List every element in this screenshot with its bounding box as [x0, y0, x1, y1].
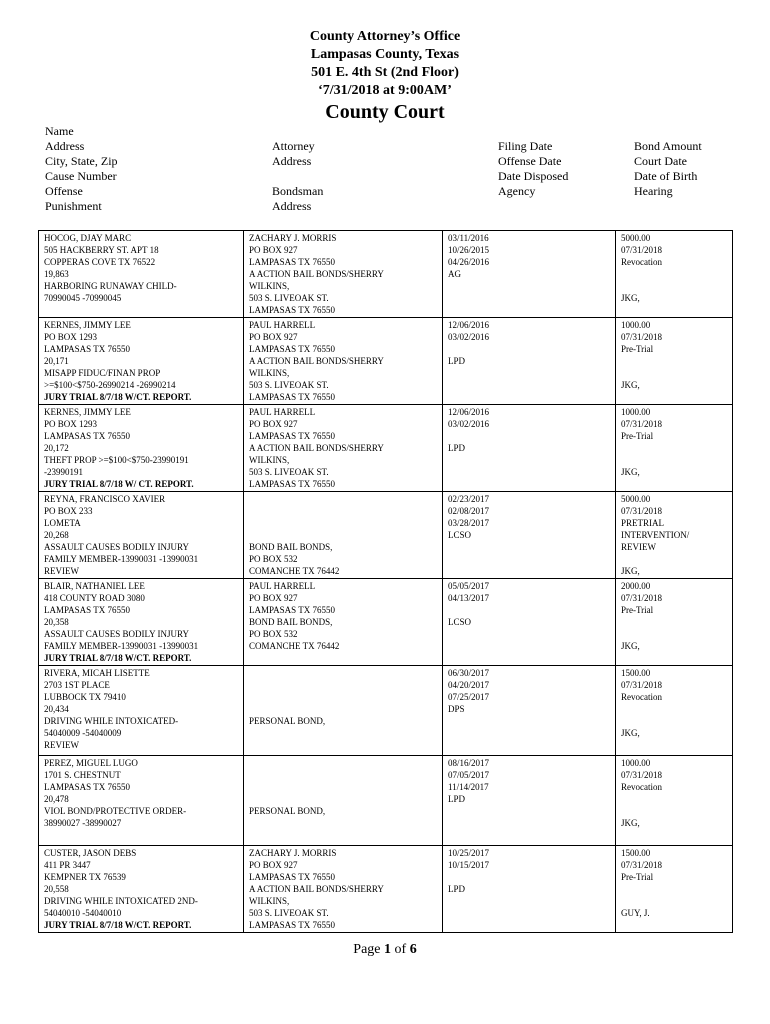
attorney-cell [244, 405, 443, 492]
defendant-cell-line: 19,863 [44, 269, 69, 279]
attorney-cell [244, 231, 443, 318]
defendant-cell-line: 70990045 -70990045 [44, 293, 122, 303]
legend-bond-fields [634, 124, 702, 214]
attorney-cell-line: 503 S. LIVEOAK ST. [249, 380, 329, 390]
bond-cell-line [621, 367, 728, 379]
dates-cell [443, 666, 616, 756]
legend-attorney-fields [272, 124, 323, 214]
dates-cell [443, 492, 616, 579]
attorney-cell-line: LAMPASAS TX 76550 [249, 605, 336, 615]
dates-cell-line [448, 871, 611, 883]
dates-cell-line: 04/26/2016 [448, 257, 490, 267]
defendant-cell-line: 20,558 [44, 884, 69, 894]
attorney-cell-line: PERSONAL BOND, [249, 716, 326, 726]
bond-cell-line [621, 805, 728, 817]
bond-cell [616, 405, 733, 492]
dates-cell [443, 579, 616, 666]
bond-cell-line: 1500.00 [621, 848, 651, 858]
bond-cell-line [621, 793, 728, 805]
defendant-cell-line: DRIVING WHILE INTOXICATED- [44, 716, 179, 726]
dates-cell-line: 03/11/2016 [448, 233, 489, 243]
bond-cell [616, 846, 733, 933]
dates-cell-line: 03/28/2017 [448, 518, 490, 528]
defendant-cell-line: 54040010 -54040010 [44, 908, 122, 918]
defendant-cell [39, 492, 244, 579]
defendant-cell-line: 20,172 [44, 443, 69, 453]
bond-cell [616, 579, 733, 666]
attorney-cell-line: PAUL HARRELL [249, 581, 316, 591]
defendant-cell-line: PO BOX 233 [44, 506, 93, 516]
bond-cell-line: 5000.00 [621, 494, 651, 504]
dates-cell-line: LCSO [448, 530, 472, 540]
dates-cell [443, 846, 616, 933]
defendant-cell-line: 20,171 [44, 356, 69, 366]
defendant-cell-line: VIOL BOND/PROTECTIVE ORDER- [44, 806, 187, 816]
attorney-cell-line: PO BOX 927 [249, 332, 298, 342]
legend-label: Address [45, 139, 85, 153]
bond-cell-line: JKG, [621, 728, 640, 738]
defendant-cell-line: ASSAULT CAUSES BODILY INJURY [44, 542, 190, 552]
defendant-cell-line: HOCOG, DJAY MARC [44, 233, 132, 243]
case-row [39, 666, 733, 756]
defendant-cell-line: LAMPASAS TX 76550 [44, 782, 131, 792]
docket-table [38, 230, 733, 933]
hearing-note: JURY TRIAL 8/7/18 W/CT. REPORT. [44, 392, 192, 402]
page-current: 1 [384, 942, 392, 957]
attorney-cell-line: PAUL HARRELL [249, 320, 316, 330]
attorney-cell-line: LAMPASAS TX 76550 [249, 257, 336, 267]
bond-cell-line: 1000.00 [621, 320, 651, 330]
bond-cell-line [621, 355, 728, 367]
attorney-cell [244, 756, 443, 846]
defendant-cell-line: HARBORING RUNAWAY CHILD- [44, 281, 177, 291]
attorney-cell [244, 846, 443, 933]
attorney-cell-line [249, 769, 438, 781]
dates-cell-line: 08/16/2017 [448, 758, 490, 768]
bond-cell-line: Pre-Trial [621, 872, 654, 882]
bond-cell-line [621, 616, 728, 628]
court-title: County Court [325, 101, 445, 123]
case-row [39, 846, 733, 933]
defendant-cell-line: LAMPASAS TX 76550 [44, 431, 131, 441]
bond-cell-line: Revocation [621, 257, 662, 267]
bond-cell [616, 318, 733, 405]
legend-label: Address [272, 154, 312, 168]
attorney-cell-line: BOND BAIL BONDS, [249, 542, 333, 552]
attorney-cell-line [249, 793, 438, 805]
defendant-cell-line: THEFT PROP >=$100<$750-23990191 [44, 455, 189, 465]
bond-cell-line: Revocation [621, 782, 662, 792]
dates-cell-line: 03/02/2016 [448, 332, 490, 342]
bond-cell-line: 5000.00 [621, 233, 651, 243]
bond-cell-line: JKG, [621, 818, 640, 828]
legend-defendant-fields [45, 124, 118, 214]
bond-cell-line: 1000.00 [621, 758, 651, 768]
defendant-cell [39, 666, 244, 756]
legend-label: Agency [498, 184, 536, 198]
defendant-cell-line: FAMILY MEMBER-13990031 -13990031 [44, 554, 199, 564]
bond-cell-line [621, 715, 728, 727]
defendant-cell-line: 38990027 -38990027 [44, 818, 122, 828]
dates-cell-line: 12/06/2016 [448, 320, 490, 330]
legend-label [272, 169, 323, 184]
bond-cell [616, 492, 733, 579]
office-address: 501 E. 4th St (2nd Floor) [311, 65, 459, 80]
attorney-cell [244, 318, 443, 405]
attorney-cell-line: PAUL HARRELL [249, 407, 316, 417]
dates-cell-line: LPD [448, 443, 466, 453]
defendant-cell-line: 20,478 [44, 794, 69, 804]
dates-cell [443, 318, 616, 405]
defendant-cell [39, 231, 244, 318]
defendant-cell-line: LAMPASAS TX 76550 [44, 344, 131, 354]
defendant-cell-line: CUSTER, JASON DEBS [44, 848, 137, 858]
attorney-cell-line: ZACHARY J. MORRIS [249, 848, 337, 858]
legend-label [634, 124, 702, 139]
legend-label: Attorney [272, 139, 315, 153]
document-header [0, 28, 770, 124]
attorney-cell-line: LAMPASAS TX 76550 [249, 920, 336, 930]
attorney-cell-line: WILKINS, [249, 455, 290, 465]
bond-cell-line: 07/31/2018 [621, 680, 663, 690]
county-name: Lampasas County, Texas [310, 47, 460, 62]
bond-cell-line: Pre-Trial [621, 344, 654, 354]
page-footer [0, 942, 770, 958]
bond-cell-line: JKG, [621, 467, 640, 477]
bond-cell-line: 07/31/2018 [621, 245, 663, 255]
defendant-cell-line: REYNA, FRANCISCO XAVIER [44, 494, 166, 504]
bond-cell-line: JKG, [621, 641, 640, 651]
defendant-cell-line: REVIEW [44, 566, 79, 576]
defendant-cell-line: 20,268 [44, 530, 69, 540]
attorney-cell-line: BOND BAIL BONDS, [249, 617, 333, 627]
bond-cell-line: 07/31/2018 [621, 770, 663, 780]
dates-cell [443, 756, 616, 846]
attorney-cell-line: PO BOX 532 [249, 554, 298, 564]
legend-label: Offense [45, 184, 83, 198]
defendant-cell-line: 1701 S. CHESTNUT [44, 770, 121, 780]
bond-cell-line: 07/31/2018 [621, 419, 663, 429]
legend-label [498, 124, 568, 139]
bond-cell-line: 07/31/2018 [621, 332, 663, 342]
dates-cell-line: 02/08/2017 [448, 506, 490, 516]
attorney-cell-line: WILKINS, [249, 896, 290, 906]
defendant-cell [39, 579, 244, 666]
attorney-cell [244, 492, 443, 579]
defendant-cell-line: KERNES, JIMMY LEE [44, 320, 131, 330]
dates-cell-line: 07/25/2017 [448, 692, 490, 702]
attorney-cell-line: LAMPASAS TX 76550 [249, 431, 336, 441]
bond-cell-line [621, 280, 728, 292]
bond-cell-line: 07/31/2018 [621, 593, 663, 603]
attorney-cell-line: A ACTION BAIL BONDS/SHERRY [249, 443, 384, 453]
bond-cell-line: Pre-Trial [621, 605, 654, 615]
hearing-note: JURY TRIAL 8/7/18 W/CT. REPORT. [44, 920, 192, 930]
attorney-cell-line: 503 S. LIVEOAK ST. [249, 467, 329, 477]
defendant-cell-line: -23990191 [44, 467, 83, 477]
attorney-cell-line [249, 703, 438, 715]
defendant-cell-line: >=$100<$750-26990214 -26990214 [44, 380, 176, 390]
defendant-cell-line: ASSAULT CAUSES BODILY INJURY [44, 629, 190, 639]
defendant-cell-line: 54040009 -54040009 [44, 728, 122, 738]
bond-cell-line: JKG, [621, 293, 640, 303]
dates-cell-line: 12/06/2016 [448, 407, 490, 417]
bond-cell-line: JKG, [621, 566, 640, 576]
bond-cell-line: Revocation [621, 692, 662, 702]
defendant-cell-line: 505 HACKBERRY ST. APT 18 [44, 245, 159, 255]
dates-cell-line: 06/30/2017 [448, 668, 490, 678]
dates-cell-line: LPD [448, 884, 466, 894]
legend-label [498, 199, 568, 214]
attorney-cell-line: ZACHARY J. MORRIS [249, 233, 337, 243]
defendant-cell-line: LAMPASAS TX 76550 [44, 605, 131, 615]
bond-cell-line [621, 703, 728, 715]
bond-cell-line [621, 268, 728, 280]
attorney-cell-line: LAMPASAS TX 76550 [249, 479, 336, 489]
bond-cell-line: 2000.00 [621, 581, 651, 591]
dates-cell-line [448, 430, 611, 442]
dates-cell-line: 11/14/2017 [448, 782, 489, 792]
dates-cell-line: 04/13/2017 [448, 593, 490, 603]
bond-cell-line: 1500.00 [621, 668, 651, 678]
attorney-cell [244, 666, 443, 756]
attorney-cell [244, 579, 443, 666]
bond-cell-line [621, 628, 728, 640]
attorney-cell-line: PERSONAL BOND, [249, 806, 326, 816]
attorney-cell-line: A ACTION BAIL BONDS/SHERRY [249, 269, 384, 279]
bond-cell [616, 231, 733, 318]
dates-cell-line: 04/20/2017 [448, 680, 490, 690]
defendant-cell-line: PEREZ, MIGUEL LUGO [44, 758, 138, 768]
defendant-cell-line: PO BOX 1293 [44, 332, 98, 342]
attorney-cell-line: PO BOX 927 [249, 860, 298, 870]
bond-cell-line: JKG, [621, 380, 640, 390]
case-row [39, 756, 733, 846]
bond-cell-line: REVIEW [621, 542, 656, 552]
hearing-note: JURY TRIAL 8/7/18 W/ CT. REPORT. [44, 479, 194, 489]
dates-cell-line: 10/26/2015 [448, 245, 490, 255]
attorney-cell-line: 503 S. LIVEOAK ST. [249, 908, 329, 918]
defendant-cell-line: DRIVING WHILE INTOXICATED 2ND- [44, 896, 198, 906]
defendant-cell-line: LOMETA [44, 518, 81, 528]
defendant-cell [39, 318, 244, 405]
dates-cell-line [448, 604, 611, 616]
bond-cell-line [621, 454, 728, 466]
defendant-cell-line: FAMILY MEMBER-13990031 -13990031 [44, 641, 199, 651]
attorney-cell-line [249, 493, 438, 505]
hearing-note: JURY TRIAL 8/7/18 W/CT. REPORT. [44, 653, 192, 663]
attorney-cell-line: PO BOX 927 [249, 593, 298, 603]
attorney-cell-line [249, 667, 438, 679]
defendant-cell-line: KERNES, JIMMY LEE [44, 407, 131, 417]
docket-date-time: ‘7/31/2018 at 9:00AM’ [318, 83, 452, 98]
legend-date-fields [498, 124, 568, 214]
defendant-cell-line: RIVERA, MICAH LISETTE [44, 668, 150, 678]
defendant-cell-line: COPPERAS COVE TX 76522 [44, 257, 156, 267]
legend-label: Punishment [45, 199, 102, 213]
case-row [39, 492, 733, 579]
bond-cell-line [621, 895, 728, 907]
attorney-cell-line [249, 505, 438, 517]
attorney-cell-line: PO BOX 927 [249, 245, 298, 255]
attorney-cell-line [249, 679, 438, 691]
page-label: Page [353, 942, 381, 957]
defendant-cell-line: KEMPNER TX 76539 [44, 872, 126, 882]
attorney-cell-line: A ACTION BAIL BONDS/SHERRY [249, 884, 384, 894]
defendant-cell-line: LUBBOCK TX 79410 [44, 692, 126, 702]
legend-label: Filing Date [498, 139, 553, 153]
defendant-cell [39, 405, 244, 492]
dates-cell-line: AG [448, 269, 461, 279]
bond-cell-line: 1000.00 [621, 407, 651, 417]
attorney-cell-line: LAMPASAS TX 76550 [249, 872, 336, 882]
dates-cell-line: LPD [448, 356, 466, 366]
attorney-cell-line [249, 691, 438, 703]
legend-label: Date of Birth [634, 169, 698, 183]
attorney-cell-line: WILKINS, [249, 281, 290, 291]
legend-label [272, 124, 323, 139]
legend-label: Bond Amount [634, 139, 702, 153]
dates-cell-line: LCSO [448, 617, 472, 627]
attorney-cell-line [249, 781, 438, 793]
attorney-cell-line: LAMPASAS TX 76550 [249, 344, 336, 354]
dates-cell [443, 405, 616, 492]
bond-cell-line: GUY, J. [621, 908, 650, 918]
defendant-cell [39, 846, 244, 933]
dates-cell-line: LPD [448, 794, 466, 804]
bond-cell [616, 666, 733, 756]
bond-cell-line: 07/31/2018 [621, 860, 663, 870]
defendant-cell-line: 2703 1ST PLACE [44, 680, 110, 690]
defendant-cell-line: 20,434 [44, 704, 69, 714]
attorney-cell-line: COMANCHE TX 76442 [249, 641, 340, 651]
bond-cell-line: 07/31/2018 [621, 506, 663, 516]
attorney-cell-line: COMANCHE TX 76442 [249, 566, 340, 576]
case-row [39, 405, 733, 492]
attorney-cell-line: PO BOX 927 [249, 419, 298, 429]
defendant-cell [39, 756, 244, 846]
dates-cell-line: 07/05/2017 [448, 770, 490, 780]
legend-label: Address [272, 199, 312, 213]
attorney-cell-line [249, 529, 438, 541]
case-row [39, 231, 733, 318]
office-name: County Attorney’s Office [309, 29, 461, 44]
defendant-cell-line: 411 PR 3447 [44, 860, 91, 870]
attorney-cell-line: A ACTION BAIL BONDS/SHERRY [249, 356, 384, 366]
bond-cell-line [621, 442, 728, 454]
case-row [39, 579, 733, 666]
legend-label: Offense Date [498, 154, 562, 168]
legend-label: Cause Number [45, 169, 117, 183]
case-row [39, 318, 733, 405]
dates-cell-line [448, 343, 611, 355]
page-total: 6 [409, 942, 417, 957]
defendant-cell-line: 418 COUNTY ROAD 3080 [44, 593, 145, 603]
attorney-cell-line: LAMPASAS TX 76550 [249, 305, 336, 315]
defendant-cell-line: BLAIR, NATHANIEL LEE [44, 581, 145, 591]
legend-label: Name [45, 124, 74, 138]
legend-label: Court Date [634, 154, 687, 168]
attorney-cell-line: PO BOX 532 [249, 629, 298, 639]
defendant-cell-line: PO BOX 1293 [44, 419, 98, 429]
dates-cell-line: 10/25/2017 [448, 848, 490, 858]
attorney-cell-line: 503 S. LIVEOAK ST. [249, 293, 329, 303]
dates-cell-line: 03/02/2016 [448, 419, 490, 429]
dates-cell-line: DPS [448, 704, 465, 714]
attorney-cell-line [249, 517, 438, 529]
defendant-cell-line: REVIEW [44, 740, 79, 750]
attorney-cell-line: LAMPASAS TX 76550 [249, 392, 336, 402]
dates-cell [443, 231, 616, 318]
attorney-cell-line [249, 757, 438, 769]
bond-cell-line [621, 553, 728, 565]
legend-label: City, State, Zip [45, 154, 118, 168]
dates-cell-line: 05/05/2017 [448, 581, 490, 591]
docket-table-body [39, 231, 733, 933]
legend-label: Hearing [634, 184, 673, 198]
legend-label: Bondsman [272, 184, 324, 198]
defendant-cell-line: MISAPP FIDUC/FINAN PROP [44, 368, 161, 378]
bond-cell-line: PRETRIAL [621, 518, 665, 528]
page-of-label: of [394, 942, 407, 957]
dates-cell-line: 10/15/2017 [448, 860, 490, 870]
bond-cell-line [621, 883, 728, 895]
legend-label: Date Disposed [498, 169, 569, 183]
dates-cell-line: 02/23/2017 [448, 494, 490, 504]
attorney-cell-line: WILKINS, [249, 368, 290, 378]
bond-cell-line: INTERVENTION/ [621, 530, 690, 540]
defendant-cell-line: 20,358 [44, 617, 69, 627]
bond-cell-line: Pre-Trial [621, 431, 654, 441]
legend-label [634, 199, 702, 214]
bond-cell [616, 756, 733, 846]
